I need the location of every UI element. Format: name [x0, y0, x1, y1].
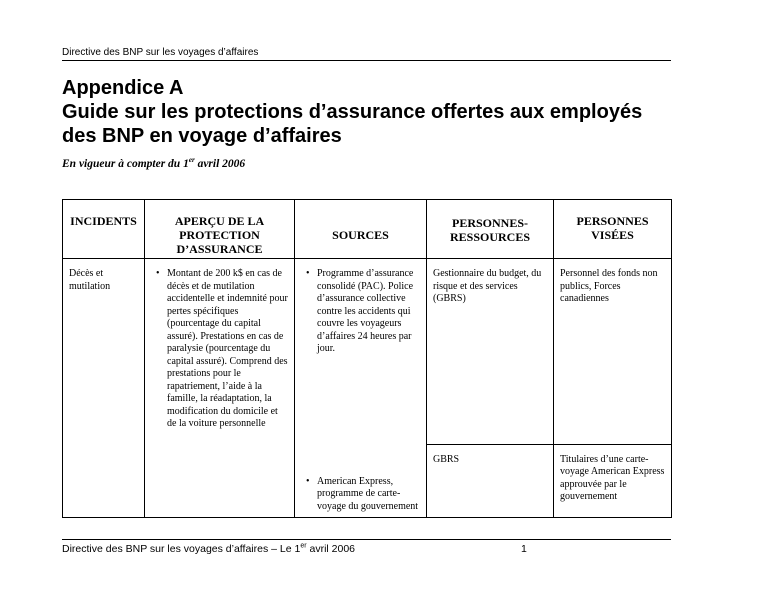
coverage-table — [62, 199, 672, 518]
cell-visees-personnel: Personnel des fonds non publics, Forces canadiennes — [554, 259, 672, 445]
bullet-source-pac: • Programme d’assurance consolidé (PAC). Police d’assurance collective contre les accidents qui couvre les voyageurs d’affaires 24 heures par jour. — [317, 268, 420, 356]
title-line-1: Appendice A — [62, 77, 184, 99]
running-header: Directive des BNP sur les voyages d’affaires — [62, 47, 259, 58]
table-row — [63, 259, 672, 445]
title-line-2: Guide sur les protections d’assurance offertes aux employés — [62, 101, 643, 123]
bullet-apercu: • Montant de 200 k$ en cas de décès et de mutilation accidentelle et indemnité pour pertes spécifiques (pourcentage du capital assuré). Prestations en cas de paralysie (pourcentage du capital assuré). Comprend des prestations pour le rapatriement, l’aide à la famille, la réadaptation, la modification du domicile et de la voiture personnelle — [167, 268, 288, 431]
effective-date-sup: er — [188, 156, 195, 165]
cell-incident: Décès et mutilation — [63, 259, 145, 518]
bullet-source-amex: • American Express, programme de carte-voyage du gouvernement — [317, 476, 420, 514]
header-incidents: INCIDENTS — [63, 200, 145, 259]
header-personnes-visees: PERSONNES VISÉES — [554, 200, 672, 259]
title-line-3: des BNP en voyage d’affaires — [62, 125, 342, 147]
cell-source-amex — [295, 444, 427, 518]
cell-visees-titulaires: Titulaires d’une carte-voyage American Express approuvée par le gouvernement — [554, 444, 672, 518]
footer-rule — [62, 539, 671, 540]
footer-sup: er — [300, 542, 307, 550]
page-title — [62, 76, 702, 148]
cell-source-pac — [295, 259, 427, 445]
footer-prefix: Directive des BNP sur les voyages d’affaires – Le 1 — [62, 543, 301, 555]
header-rule — [62, 60, 671, 61]
header-personnes-ressources: PERSONNES-RESSOURCES — [427, 200, 554, 259]
cell-ressources-gbrs-2: GBRS — [427, 444, 554, 518]
page-number: 1 — [521, 543, 527, 555]
header-sources: SOURCES — [295, 200, 427, 259]
header-apercu: APERÇU DE LA PROTECTION D’ASSURANCE — [145, 200, 295, 259]
table-header-row — [63, 200, 672, 259]
cell-ressources-gbrs: Gestionnaire du budget, du risque et des services (GBRS) — [427, 259, 554, 445]
effective-date-suffix: avril 2006 — [194, 158, 246, 170]
effective-date — [62, 158, 245, 170]
cell-apercu — [145, 259, 295, 518]
footer-suffix: avril 2006 — [306, 543, 356, 555]
effective-date-prefix: En vigueur à compter du 1 — [62, 158, 189, 170]
running-footer — [62, 543, 355, 555]
